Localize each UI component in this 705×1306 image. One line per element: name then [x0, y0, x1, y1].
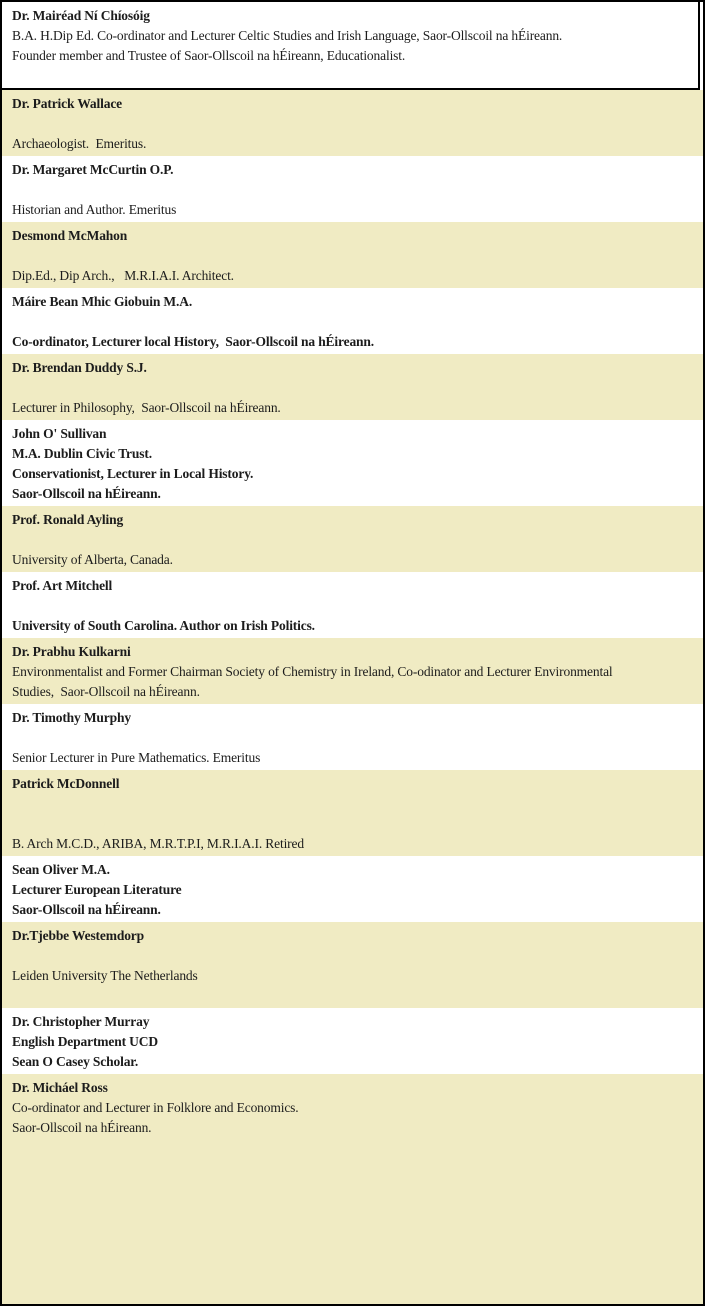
person-description: Lecturer European Literature Saor-Ollscoil na hÉireann.: [12, 882, 182, 917]
person-name: Dr. Micháel Ross: [12, 1080, 108, 1095]
person-description: Archaeologist. Emeritus.: [12, 136, 147, 151]
staff-entry-john-o-sullivan: [2, 420, 703, 506]
person-description: University of Alberta, Canada.: [12, 552, 173, 567]
person-description: Lecturer in Philosophy, Saor-Ollscoil na hÉireann.: [12, 400, 281, 415]
person-description: Dip.Ed., Dip Arch., M.R.I.A.I. Architect.: [12, 268, 234, 283]
person-description: University of South Carolina. Author on Irish Politics.: [12, 618, 315, 633]
staff-entry-art-mitchell: [2, 572, 703, 638]
person-description: Environmentalist and Former Chairman Society of Chemistry in Ireland, Co-odinator and Lecturer Environmental Studies, Saor-Ollscoil na hÉireann.: [12, 664, 613, 699]
person-description: Leiden University The Netherlands: [12, 968, 198, 983]
person-description: English Department UCD Sean O Casey Scholar.: [12, 1034, 158, 1069]
staff-entry-desmond-mcmahon: [2, 222, 703, 288]
person-name: Prof. Ronald Ayling: [12, 512, 124, 527]
person-description: M.A. Dublin Civic Trust. Conservationist, Lecturer in Local History. Saor-Ollscoil na hÉireann.: [12, 446, 254, 501]
person-description: Historian and Author. Emeritus: [12, 202, 177, 217]
staff-entry-patrick-mcdonnell: [2, 770, 703, 856]
person-name: Dr. Margaret McCurtin O.P.: [12, 162, 174, 177]
staff-entry-timothy-murphy: [2, 704, 703, 770]
person-name: Máire Bean Mhic Giobuin M.A.: [12, 294, 193, 309]
staff-entry-brendan-duddy: [2, 354, 703, 420]
staff-entry-maire-bean-mhic-giobuin: [2, 288, 703, 354]
staff-entry-michael-ross: [2, 1074, 703, 1304]
person-name: Desmond McMahon: [12, 228, 128, 243]
person-name: Dr. Brendan Duddy S.J.: [12, 360, 147, 375]
staff-entry-prabhu-kulkarni: [2, 638, 703, 704]
staff-entry-margaret-mccurtin: [2, 156, 703, 222]
person-name: John O' Sullivan: [12, 426, 107, 441]
person-name: Dr. Patrick Wallace: [12, 96, 123, 111]
staff-entry-sean-oliver: [2, 856, 703, 922]
staff-entry-patrick-wallace: [2, 90, 703, 156]
staff-entry-tjebbe-westemdorp: [2, 922, 703, 1008]
person-name: Sean Oliver M.A.: [12, 862, 110, 877]
person-name: Dr.Tjebbe Westemdorp: [12, 928, 145, 943]
person-description: Co-ordinator and Lecturer in Folklore and Economics. Saor-Ollscoil na hÉireann.: [12, 1100, 299, 1135]
staff-entry-mairead-ni-chiosoig: [2, 2, 700, 90]
person-description: B. Arch M.C.D., ARIBA, M.R.T.P.I, M.R.I.A.I. Retired: [12, 836, 304, 851]
person-description: B.A. H.Dip Ed. Co-ordinator and Lecturer Celtic Studies and Irish Language, Saor-Ollscoil na hÉireann. Founder member and Trustee of Saor-Ollscoil na hÉireann, Educationalist.: [12, 28, 563, 63]
staff-entry-christopher-murray: [2, 1008, 703, 1074]
person-name: Dr. Prabhu Kulkarni: [12, 644, 131, 659]
person-name: Prof. Art Mitchell: [12, 578, 113, 593]
person-name: Patrick McDonnell: [12, 776, 120, 791]
staff-entry-ronald-ayling: [2, 506, 703, 572]
person-name: Dr. Timothy Murphy: [12, 710, 131, 725]
person-name: Dr. Mairéad Ní Chíosóig: [12, 8, 150, 23]
person-description: Co-ordinator, Lecturer local History, Saor-Ollscoil na hÉireann.: [12, 334, 374, 349]
person-description: Senior Lecturer in Pure Mathematics. Emeritus: [12, 750, 261, 765]
person-name: Dr. Christopher Murray: [12, 1014, 150, 1029]
